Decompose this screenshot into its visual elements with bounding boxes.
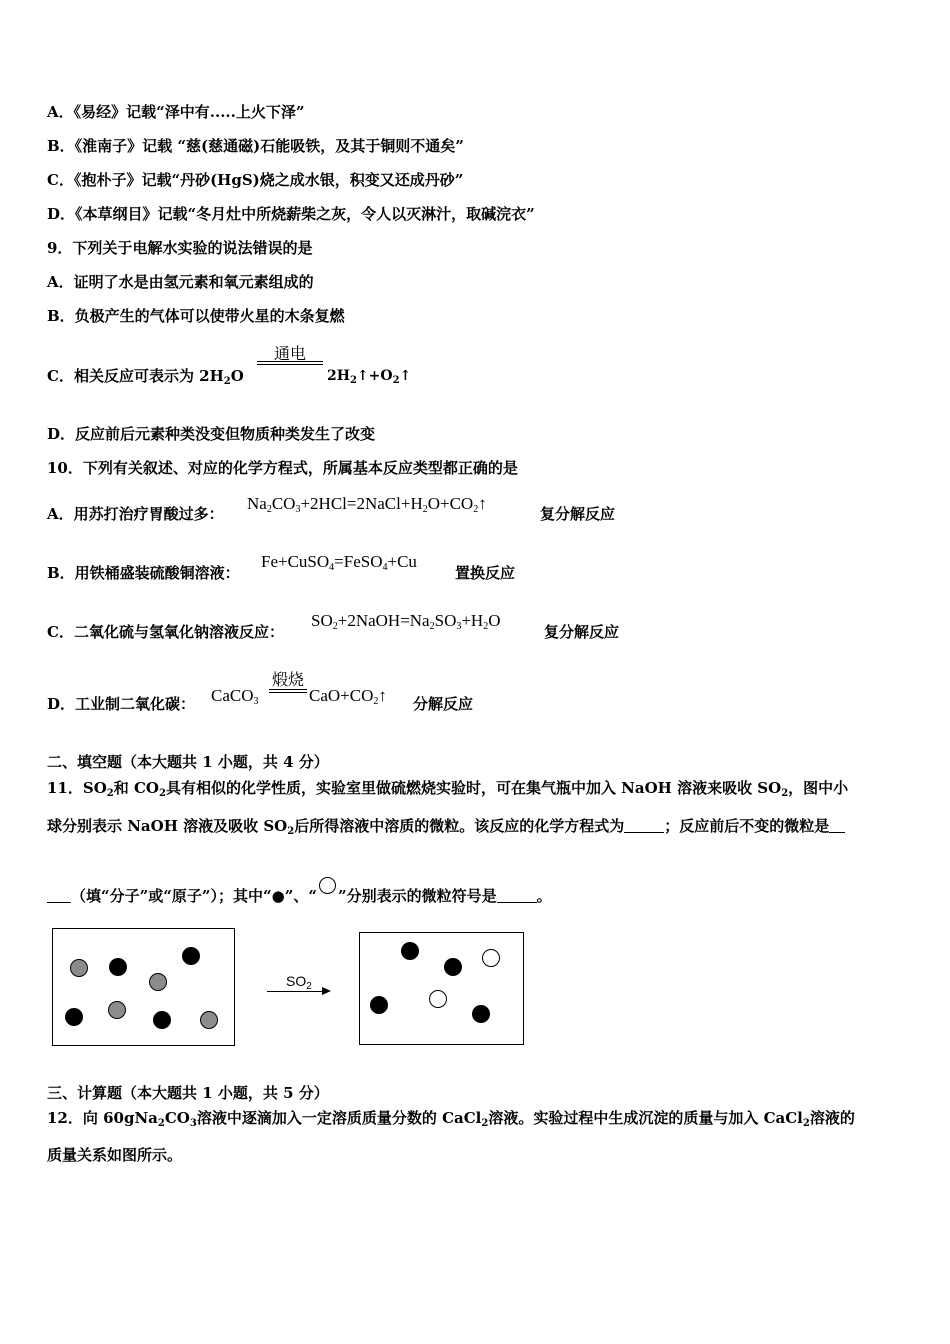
q10-a-equation: $Na_2CO_3+2HCl=2NaCl+H_2O+CO_2↑$	[247, 494, 487, 515]
q9-c-condition: 通电	[273, 346, 306, 363]
q10-d-products: $CaO+CO_2↑$	[309, 686, 387, 707]
particle-black	[182, 947, 200, 965]
particle-gray	[200, 1011, 218, 1029]
particle-black	[472, 1005, 490, 1023]
q10-stem: 10．下列有关叙述、对应的化学方程式，所属基本反应类型都正确的是	[47, 459, 518, 477]
q12-line1: 12．向 $60gNa_2CO_3$溶液中逐滴加入一定溶质质量分数的 CaCl$_2$溶液。实验过程中生成沉淀的质量与加入 CaCl$_2$溶液的	[47, 1109, 855, 1129]
answer-blank[interactable]	[829, 818, 845, 833]
q9-c-p3: ↑	[399, 368, 412, 384]
q8-option-c: C．《抱朴子》记载“丹砂(HgS)烧之成水银，积变又还成丹砂”	[47, 171, 464, 189]
answer-blank[interactable]	[497, 888, 537, 903]
q12-line2: 质量关系如图所示。	[47, 1146, 183, 1164]
particle-white	[429, 990, 447, 1008]
q10-b-label: B．用铁桶盛装硫酸铜溶液：	[47, 564, 240, 582]
q10-c-label: C．二氧化硫与氢氧化钠溶液反应：	[47, 623, 284, 641]
q9-c-sub2: 2	[349, 375, 357, 386]
particle-gray	[108, 1001, 126, 1019]
particle-black	[444, 958, 462, 976]
particle-white	[482, 949, 500, 967]
q9-c-sub3: 2	[392, 375, 400, 386]
arrow-head-icon	[322, 987, 331, 995]
q11-line1: 11．$SO_2$和 $CO_2$具有相似的化学性质，实验室里做硫燃烧实验时，可在集气瓶中加入 NaOH 溶液来吸收 $SO_2$，图中小	[47, 779, 849, 799]
after-reaction-box	[359, 932, 524, 1045]
q11-line3: （填“分子”或“原子”）；其中“●”、“ ”分别表示的微粒符号是 。	[47, 877, 552, 906]
q9-c-prefix: C．相关反应可表示为 2H	[47, 367, 224, 385]
q9-c-p2: ↑+O	[356, 368, 393, 384]
particle-black	[153, 1011, 171, 1029]
q10-b-equation: Fe+CuSO$_4$=FeSO$_4$+Cu	[261, 552, 417, 573]
hollow-circle-symbol	[319, 877, 336, 894]
q10-d-condition: 煅烧	[271, 672, 304, 689]
q10-b-type: 置换反应	[455, 564, 516, 582]
q9-c-products	[327, 366, 411, 391]
q10-d-type: 分解反应	[413, 695, 474, 713]
q11-line2: 球分别表示 NaOH 溶液及吸收 $SO_2$后所得溶液中溶质的微粒。该反应的化学方程式为 ；反应前后不变的微粒是	[47, 816, 845, 842]
particle-gray	[149, 973, 167, 991]
particle-black	[401, 942, 419, 960]
q8-option-a: A．《易经》记载“泽中有.....上火下泽”	[47, 103, 305, 121]
reaction-arrow-label: $SO_2$	[286, 973, 312, 992]
q10-c-equation: $SO_2+2NaOH=Na_2SO_3+H_2O$	[311, 611, 501, 632]
q9-option-a: A．证明了水是由氢元素和氧元素组成的	[47, 273, 314, 291]
q9-c-sub1: 2	[223, 376, 231, 387]
q9-c-p1: 2H	[327, 368, 350, 384]
particle-black	[109, 958, 127, 976]
q9-option-c	[47, 366, 244, 392]
particle-black	[370, 996, 388, 1014]
before-reaction-box	[52, 928, 235, 1046]
q10-d-label: D．工业制二氧化碳：	[47, 695, 196, 713]
q10-d-equals-line	[269, 689, 307, 693]
q9-c-equals-line	[257, 361, 323, 365]
q8-option-b: B．《淮南子》记载 “慈(慈通磁)石能吸铁，及其于铜则不通矣”	[47, 137, 464, 155]
particle-gray	[70, 959, 88, 977]
q8-option-d: D．《本草纲目》记载“冬月灶中所烧薪柴之灰，令人以灭淋汁，取碱浣衣”	[47, 205, 535, 223]
particle-black	[65, 1008, 83, 1026]
section-fill-in-heading: 二、填空题（本大题共 1 小题，共 4 分）	[47, 753, 329, 771]
q9-option-b: B．负极产生的气体可以使带火星的木条复燃	[47, 307, 345, 325]
q10-c-type: 复分解反应	[544, 623, 620, 641]
q10-a-type: 复分解反应	[540, 505, 616, 523]
q9-option-d: D．反应前后元素种类没变但物质种类发生了改变	[47, 425, 376, 443]
section-calc-heading: 三、计算题（本大题共 1 小题，共 5 分）	[47, 1084, 329, 1102]
answer-blank[interactable]	[47, 888, 71, 903]
q9-stem: 9．下列关于电解水实验的说法错误的是	[47, 239, 313, 257]
q10-d-reactant: CaCO$_3$	[211, 686, 259, 707]
q10-a-label: A．用苏打治疗胃酸过多：	[47, 505, 224, 523]
reaction-arrow	[267, 991, 323, 992]
answer-blank[interactable]	[624, 818, 664, 833]
q9-c-mid: O	[230, 367, 244, 385]
